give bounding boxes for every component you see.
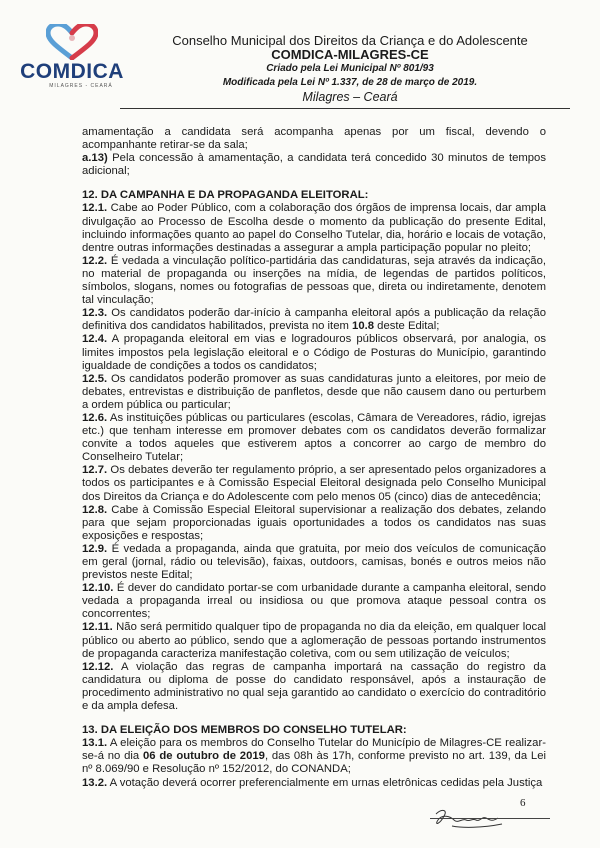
header-text <box>130 34 570 104</box>
clause: 12.3. Os candidatos poderão dar-início à campanha eleitoral após a publicação da relação definitiva dos candidatos habilitados, prevista no item 10.8 deste Edital; <box>82 307 546 333</box>
clause: 13.2. A votação deverá ocorrer preferencialmente em urnas eletrônicas cedidas pela Justiça <box>82 776 543 789</box>
page-number: 6 <box>520 797 526 809</box>
section-title: 12. DA CAMPANHA E DA PROPAGANDA ELEITORAL: <box>82 189 369 202</box>
signature-icon <box>432 806 512 832</box>
comdica-logo <box>14 24 130 94</box>
clause: 12.7. Os debates deverão ter regulamento próprio, a ser apresentado pelos organizadores a todos os participantes e à Comissão Especial Eleitoral designada pelo Conselho Municipal dos Direitos da Criança e do Adolescente com pelo menos 05 (cinco) dias de antecedência; <box>82 464 546 503</box>
document-body <box>82 126 546 790</box>
logo-subtext: MILAGRES - CEARÁ <box>49 83 113 89</box>
creation-law: Criado pela Lei Municipal Nº 801/93 <box>266 63 434 74</box>
clause: 12.11. Não será permitido qualquer tipo de propaganda no dia da eleição, em qualquer local público ou aberto ao público, sendo que a aglomeração de pessoas portando instrumentos de propaganda caracteriza manifestação coletiva, com ou sem utilização de veículos; <box>82 621 546 660</box>
logo-text: COMDICA <box>20 60 124 83</box>
clause: 12.4. A propaganda eleitoral em vias e logradouros públicos observará, por analogia, os limites impostos pela legislação eleitoral e o Código de Posturas do Município, garantindo igualdade de condições a todos os candidatos; <box>82 333 546 372</box>
clause: 12.8. Cabe à Comissão Especial Eleitoral supervisionar a realização dos debates, zelando para que sejam proporcionadas iguais oportunidades a todos os candidatos nas suas exposições e respostas; <box>82 503 546 542</box>
clause: 12.10. É dever do candidato portar-se com urbanidade durante a campanha eleitoral, sendo vedada a propaganda irreal ou insidiosa ou que promova ataque pessoal contra os concorrentes; <box>82 582 546 621</box>
location: Milagres – Ceará <box>302 90 398 104</box>
clause: 13.1. A eleição para os membros do Conselho Tutelar do Município de Milagres-CE realizar-se-á no dia 06 de outubro de 2019, das 08h às 17h, conforme previsto no art. 139, da Lei nº 8.069/90 e Resolução nº 152/2012, do CONANDA; <box>82 737 546 776</box>
council-acronym: COMDICA-MILAGRES-CE <box>271 47 429 62</box>
heart-logo-icon <box>46 24 98 60</box>
clause: 12.9. É vedada a propaganda, ainda que gratuita, por meio dos veículos de comunicação em geral (jornal, rádio ou televisão), faixas, outdoors, camisas, bonés e outros meios não previstos neste Edital; <box>82 542 546 582</box>
clause: 12.6. As instituições públicas ou particulares (escolas, Câmara de Vereadores, rádio, igrejas etc.) que tenham interesse em promover debates com os candidatos deverão formalizar convite a todos aqueles que estiverem aptos a concorrer ao cargo de membro do Conselheiro Tutelar; <box>82 411 546 464</box>
clause: 12.1. Cabe ao Poder Público, com a colaboração dos órgãos de imprensa locais, dar ampla divulgação ao Processo de Escolha desde o momento da publicação do presente Edital, incluindo informações quanto ao papel do Conselho Tutelar, dia, horário e locais de votação, dentre outras informações destinadas a assegurar a ampla participação popular no pleito; <box>82 202 546 254</box>
header-divider <box>120 108 570 109</box>
signature-line <box>430 818 550 819</box>
clause: 12.5. Os candidatos poderão promover as suas candidaturas junto a eleitores, por meio de debates, entrevistas e distribuição de panfletos, desde que não causem dano ou perturbem a ordem pública ou particular; <box>82 372 546 411</box>
paragraph: a.13) Pela concessão à amamentação, a candidata terá concedido 30 minutos de tempos adicional; <box>82 152 546 178</box>
modification-law: Modificada pela Lei Nº 1.337, de 28 de março de 2019. <box>222 77 478 88</box>
page-header <box>0 0 600 118</box>
paragraph: amamentação a candidata será acompanha apenas por um fiscal, devendo o acompanhante retirar-se da sala; <box>82 126 546 152</box>
section-title: 13. DA ELEIÇÃO DOS MEMBROS DO CONSELHO TUTELAR: <box>82 724 407 737</box>
clause: 12.2. É vedada a vinculação político-partidária das candidaturas, seja através da indicação, no material de propaganda ou inserções na mídia, de legendas de partidos políticos, símbolos, slogans, nomes ou fotografias de pessoas que, direta ou indiretamente, denotem tal vinculação; <box>82 254 546 307</box>
clause: 12.12. A violação das regras de campanha importará na cassação do registro da candidatura ou diploma de posse do candidato responsável, após a instauração de procedimento administrativo no qual seja garantido ao candidato o exercício do contraditório e da ampla defesa. <box>82 660 546 713</box>
council-name: Conselho Municipal dos Direitos da Criança e do Adolescente <box>172 33 528 48</box>
